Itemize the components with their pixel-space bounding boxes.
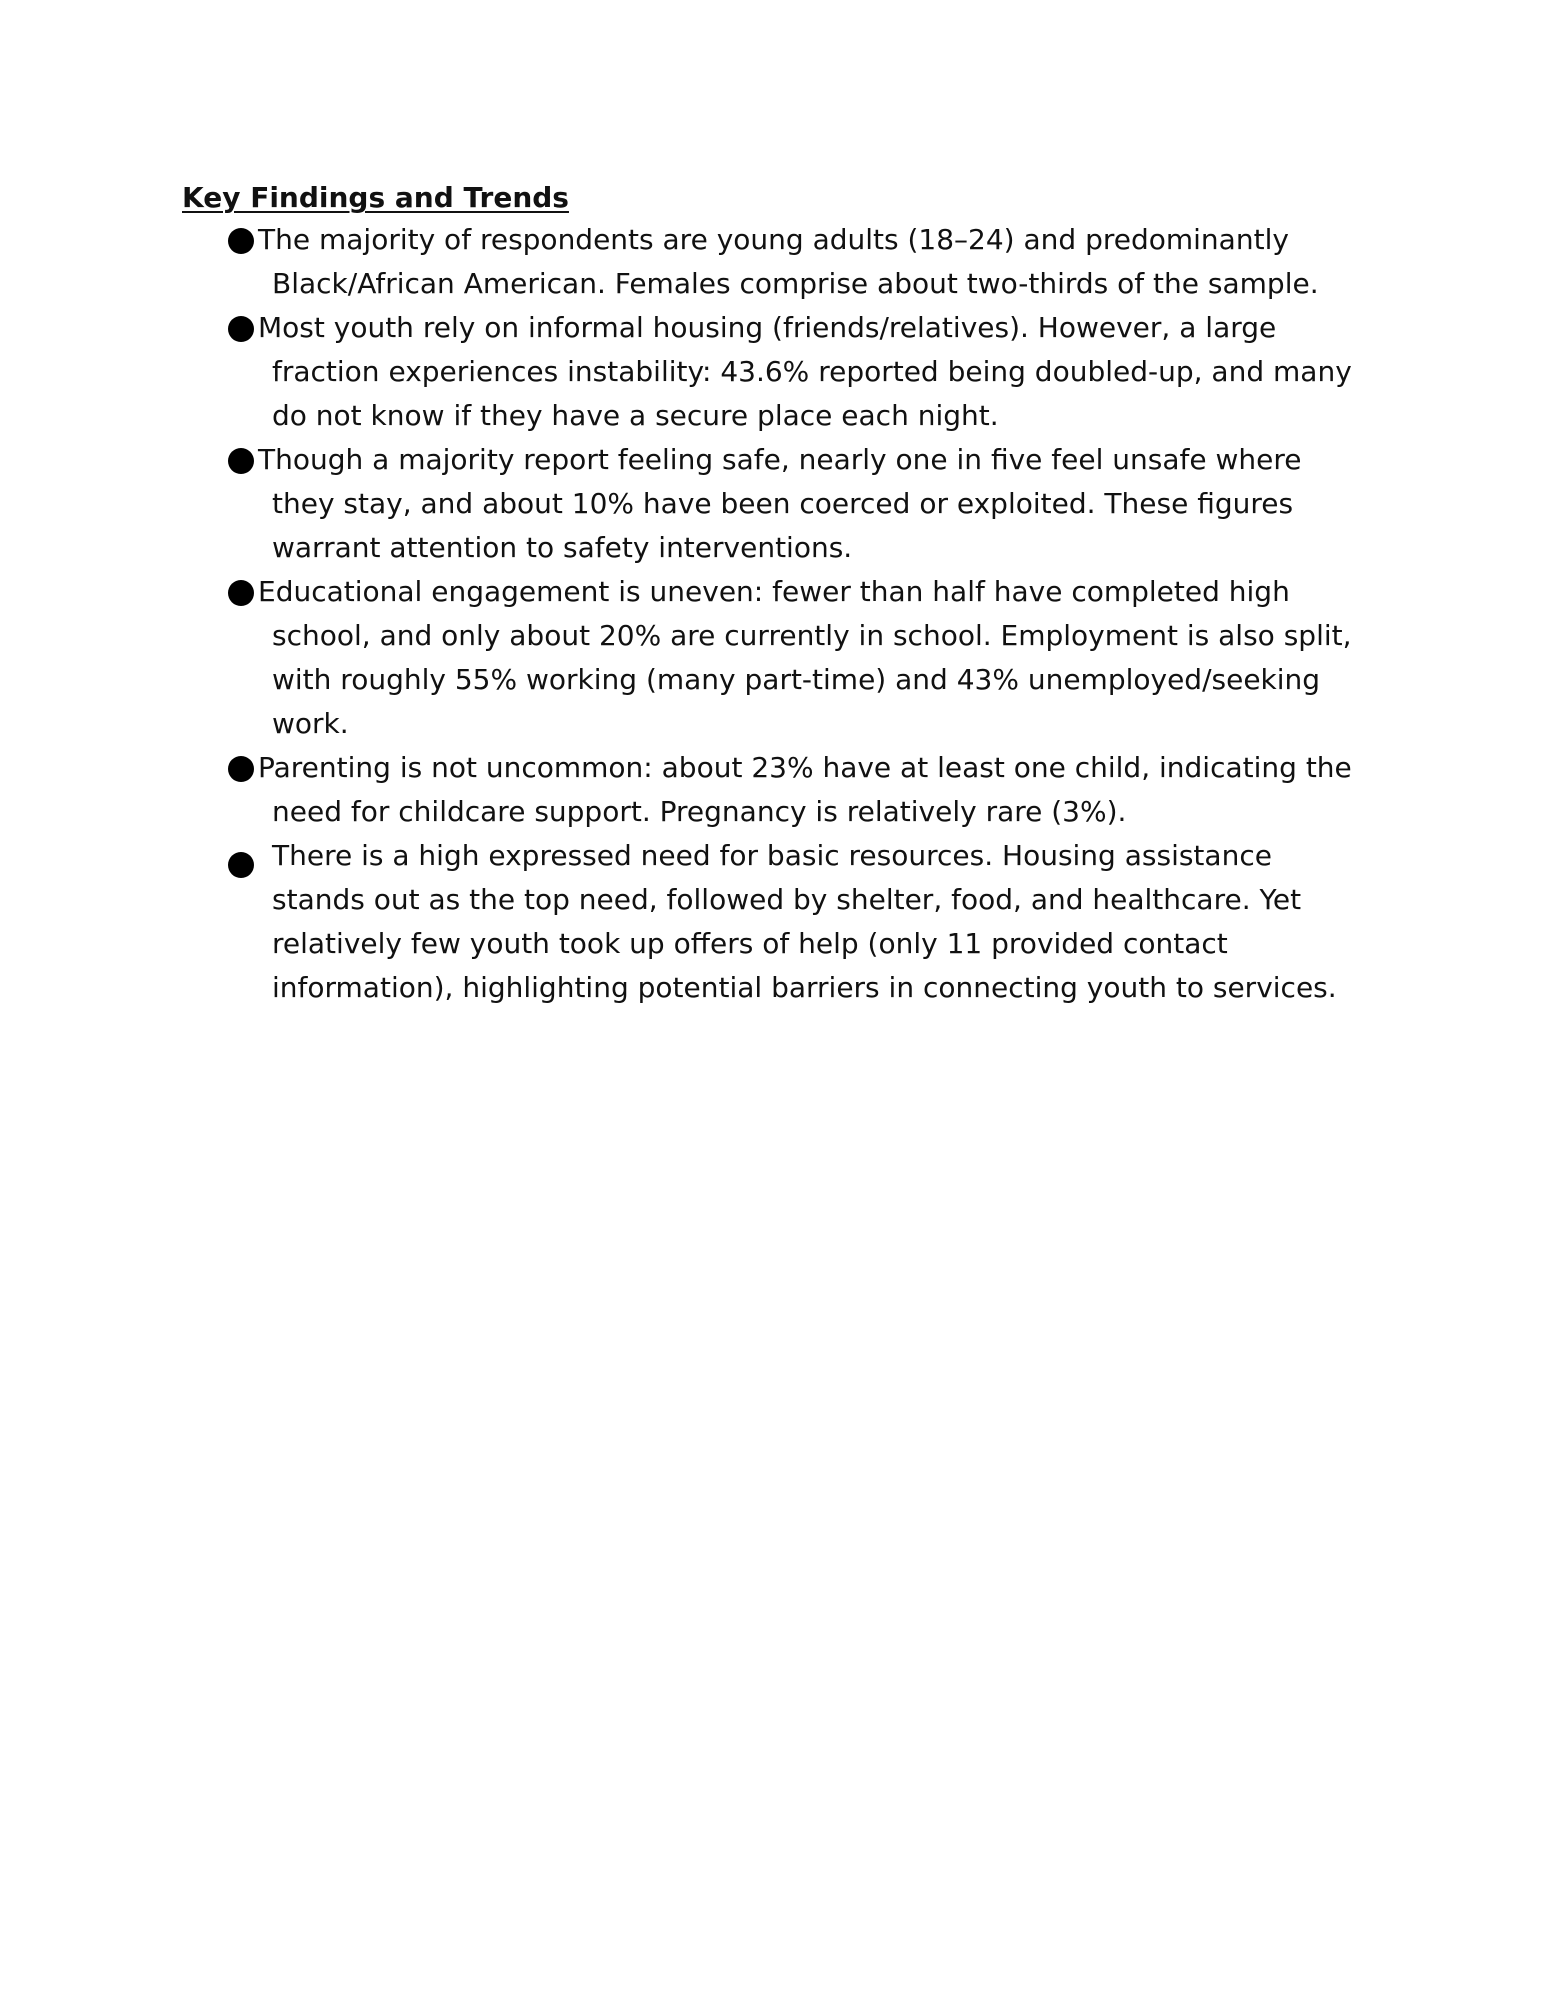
list-item bbox=[182, 570, 1362, 746]
list-item bbox=[182, 306, 1362, 438]
bullet-icon bbox=[228, 580, 254, 606]
list-item-text: The majority of respondents are young adults (18–24) and predominantly Black/African American. Females comprise about two-thirds of the sample. bbox=[258, 223, 1319, 300]
list-item bbox=[182, 218, 1362, 306]
list-item-text: Most youth rely on informal housing (friends/relatives). However, a large fraction experiences instability: 43.6% reported being doubled-up, and many do not know if they have a secure place each night. bbox=[258, 311, 1352, 432]
bullet-icon bbox=[228, 228, 254, 254]
bullet-icon bbox=[228, 448, 254, 474]
list-item-text: Educational engagement is uneven: fewer than half have completed high school, and only about 20% are currently in school. Employment is also split, with roughly 55% working (many part-time) and 43% unemployed/seeking work. bbox=[258, 575, 1352, 740]
list-item bbox=[182, 834, 1362, 1010]
list-item bbox=[182, 438, 1362, 570]
list-item-text: Though a majority report feeling safe, nearly one in five feel unsafe where they stay, and about 10% have been coerced or exploited. These figures warrant attention to safety interventions. bbox=[258, 443, 1302, 564]
list-item-text: There is a high expressed need for basic resources. Housing assistance stands out as the top need, followed by shelter, food, and healthcare. Yet relatively few youth took up offers of help (only 11 provided contact information), highlighting potential barriers in connecting youth to services. bbox=[272, 839, 1337, 1004]
section-heading: Key Findings and Trends bbox=[182, 181, 569, 214]
key-findings-section bbox=[182, 178, 1362, 1010]
list-item-text: Parenting is not uncommon: about 23% have at least one child, indicating the need for childcare support. Pregnancy is relatively rare (3%). bbox=[258, 751, 1352, 828]
findings-list bbox=[182, 218, 1362, 1010]
bullet-icon bbox=[228, 316, 254, 342]
list-item bbox=[182, 746, 1362, 834]
bullet-icon bbox=[228, 756, 254, 782]
bullet-icon bbox=[228, 852, 254, 878]
